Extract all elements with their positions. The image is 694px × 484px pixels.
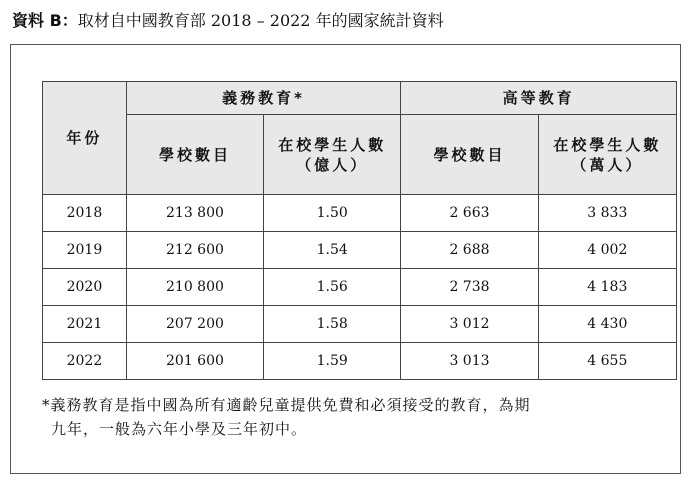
table-cell: 4 002 [538, 232, 676, 269]
source-description: 取材自中國教育部 2018 – 2022 年的國家統計資料 [77, 11, 444, 30]
header-line: 學校數目 [158, 145, 231, 164]
header-unit: （億人） [296, 155, 369, 174]
table-cell: 1.58 [264, 306, 401, 343]
footnote-line-2: 九年，一般為六年小學及三年初中。 [51, 420, 308, 438]
footnote-line-1: *義務教育是指中國為所有適齡兒童提供免費和必須接受的教育，為期 [42, 396, 531, 414]
table-cell: 213 800 [126, 195, 263, 232]
higher-education-header: 高等教育 [401, 82, 677, 115]
table-row [43, 232, 677, 269]
header-line: 在校學生人數 [553, 135, 662, 154]
table-cell: 2 738 [401, 269, 538, 306]
table-cell: 1.54 [264, 232, 401, 269]
table-cell: 201 600 [126, 343, 263, 380]
header-line: 在校學生人數 [278, 135, 387, 154]
compulsory-students-header [264, 115, 401, 195]
table-row [43, 306, 677, 343]
higher-students-header [538, 115, 676, 195]
table-cell: 2 688 [401, 232, 538, 269]
year-cell: 2021 [43, 306, 127, 343]
table-cell: 1.50 [264, 195, 401, 232]
table-row [43, 195, 677, 232]
table-cell: 210 800 [126, 269, 263, 306]
table-cell: 207 200 [126, 306, 263, 343]
table-cell: 1.59 [264, 343, 401, 380]
table-cell: 4 430 [538, 306, 676, 343]
table-cell: 2 663 [401, 195, 538, 232]
table-sub-header-row [43, 115, 677, 195]
table-cell: 3 013 [401, 343, 538, 380]
compulsory-schools-header [126, 115, 263, 195]
source-label: 資料 B： [12, 11, 78, 30]
compulsory-education-header: 義務教育* [126, 82, 401, 115]
header-line: 學校數目 [433, 145, 506, 164]
statistics-table [42, 81, 677, 380]
table-cell: 4 183 [538, 269, 676, 306]
source-title [12, 8, 444, 31]
table-cell: 212 600 [126, 232, 263, 269]
footnote [42, 393, 672, 441]
table-row [43, 343, 677, 380]
year-header: 年份 [43, 82, 127, 195]
year-cell: 2020 [43, 269, 127, 306]
higher-schools-header [401, 115, 538, 195]
table-cell: 3 833 [538, 195, 676, 232]
table-cell: 3 012 [401, 306, 538, 343]
header-unit: （萬人） [571, 155, 644, 174]
table-cell: 1.56 [264, 269, 401, 306]
year-cell: 2019 [43, 232, 127, 269]
year-cell: 2022 [43, 343, 127, 380]
table-group-header-row [43, 82, 677, 115]
table-row [43, 269, 677, 306]
table-cell: 4 655 [538, 343, 676, 380]
year-cell: 2018 [43, 195, 127, 232]
